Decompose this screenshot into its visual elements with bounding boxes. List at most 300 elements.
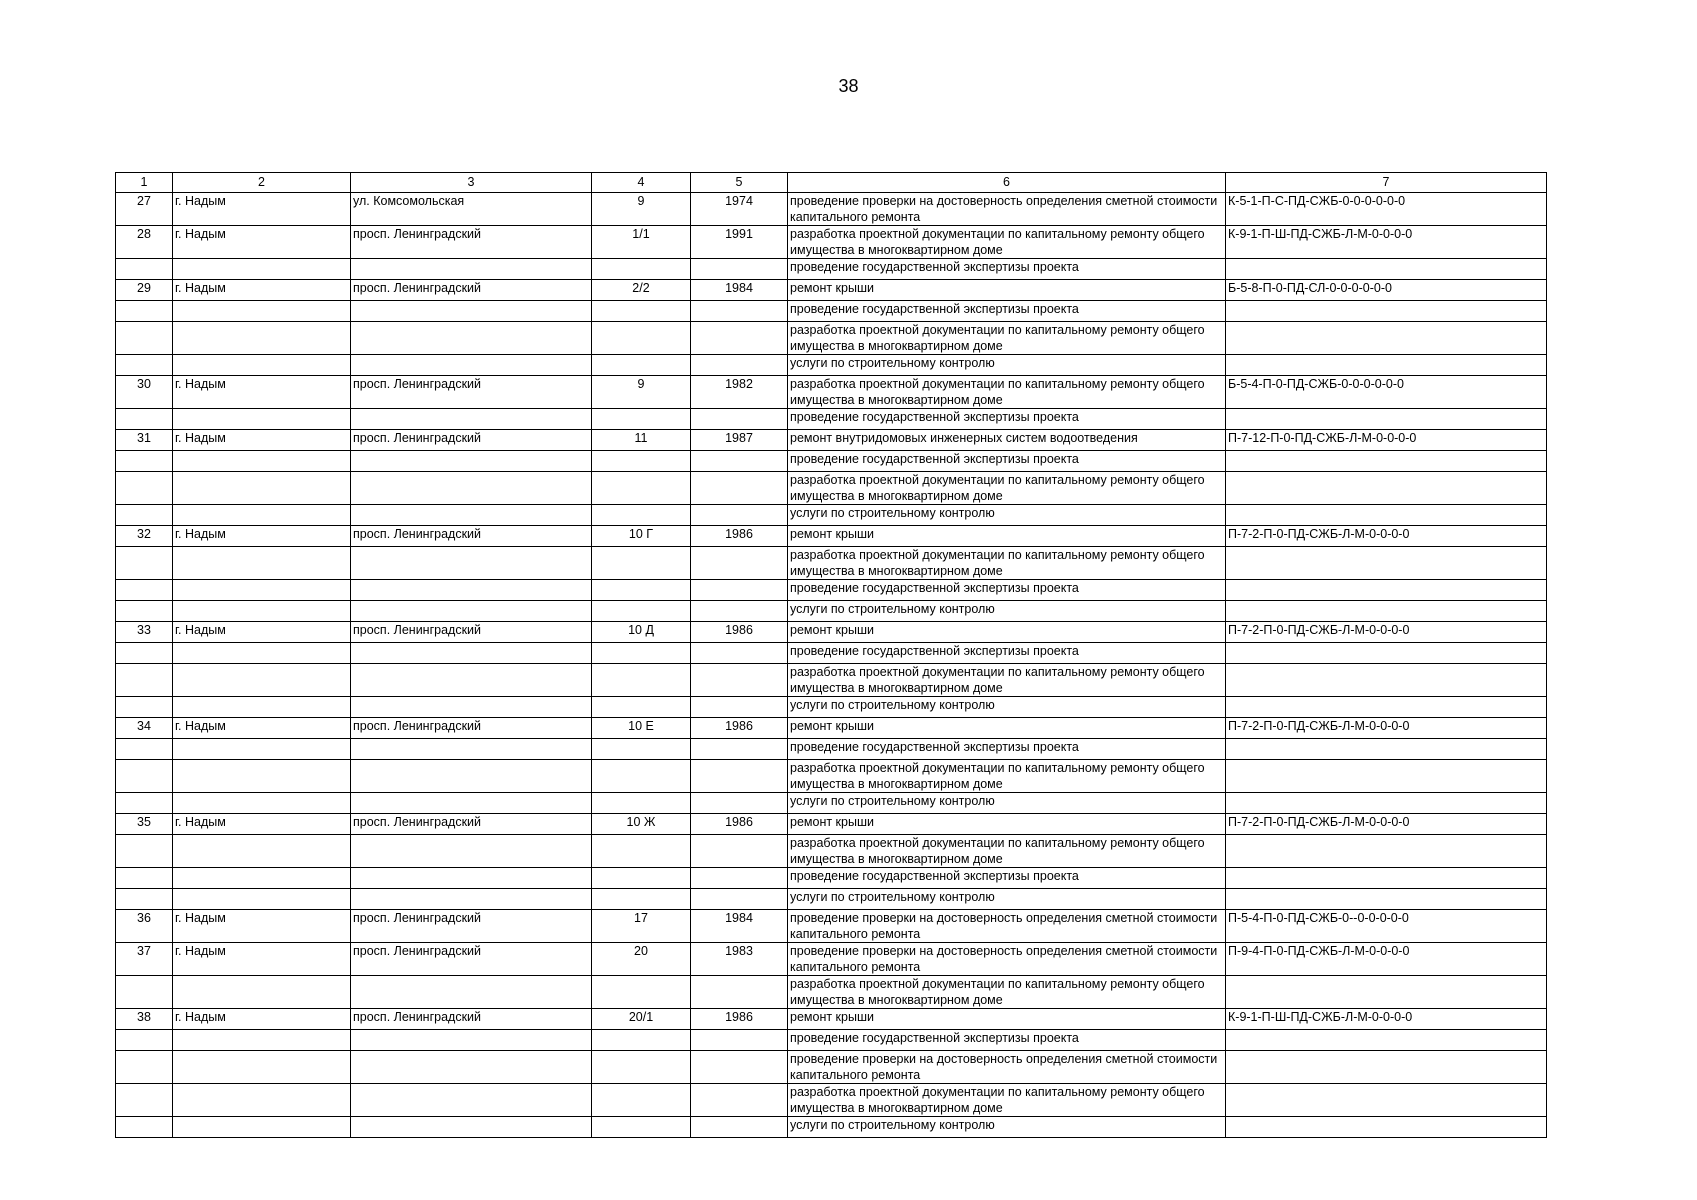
street-cell: просп. Ленинградский (351, 1009, 592, 1030)
row-number-cell (116, 643, 173, 664)
year-cell (691, 793, 788, 814)
row-number-cell: 35 (116, 814, 173, 835)
city-cell (173, 739, 351, 760)
work-type-cell: разработка проектной документации по капитальному ремонту общего имущества в многоквартирном доме (788, 835, 1226, 868)
work-type-cell: проведение государственной экспертизы проекта (788, 1030, 1226, 1051)
city-cell (173, 1030, 351, 1051)
code-cell (1226, 664, 1547, 697)
code-cell (1226, 1117, 1547, 1138)
code-cell: П-7-2-П-0-ПД-СЖБ-Л-М-0-0-0-0 (1226, 718, 1547, 739)
street-cell (351, 976, 592, 1009)
table-row (116, 643, 1547, 664)
house-number-cell: 9 (592, 193, 691, 226)
row-number-cell (116, 976, 173, 1009)
city-cell: г. Надым (173, 622, 351, 643)
work-type-cell: проведение государственной экспертизы проекта (788, 580, 1226, 601)
city-cell: г. Надым (173, 1009, 351, 1030)
street-cell: просп. Ленинградский (351, 814, 592, 835)
table-row (116, 976, 1547, 1009)
city-cell (173, 1051, 351, 1084)
code-cell (1226, 301, 1547, 322)
row-number-cell (116, 451, 173, 472)
house-number-cell (592, 1051, 691, 1084)
table-row (116, 580, 1547, 601)
row-number-cell: 28 (116, 226, 173, 259)
year-cell (691, 355, 788, 376)
table-row (116, 301, 1547, 322)
row-number-cell (116, 1051, 173, 1084)
house-number-cell (592, 322, 691, 355)
street-cell (351, 451, 592, 472)
code-cell (1226, 739, 1547, 760)
house-number-cell (592, 643, 691, 664)
house-number-cell (592, 976, 691, 1009)
code-cell (1226, 760, 1547, 793)
row-number-cell (116, 1117, 173, 1138)
house-number-cell: 20/1 (592, 1009, 691, 1030)
city-cell (173, 1117, 351, 1138)
city-cell (173, 976, 351, 1009)
year-cell (691, 472, 788, 505)
year-cell: 1986 (691, 526, 788, 547)
year-cell: 1987 (691, 430, 788, 451)
city-cell (173, 322, 351, 355)
column-header: 5 (691, 173, 788, 193)
table-row (116, 322, 1547, 355)
row-number-cell (116, 505, 173, 526)
street-cell: просп. Ленинградский (351, 622, 592, 643)
street-cell (351, 1117, 592, 1138)
year-cell: 1984 (691, 280, 788, 301)
work-type-cell: услуги по строительному контролю (788, 601, 1226, 622)
street-cell (351, 1084, 592, 1117)
table-row (116, 868, 1547, 889)
year-cell (691, 451, 788, 472)
table-row (116, 355, 1547, 376)
code-cell: П-9-4-П-0-ПД-СЖБ-Л-М-0-0-0-0 (1226, 943, 1547, 976)
table-row (116, 943, 1547, 976)
year-cell: 1986 (691, 718, 788, 739)
city-cell (173, 547, 351, 580)
row-number-cell (116, 259, 173, 280)
year-cell (691, 1030, 788, 1051)
code-cell: К-9-1-П-Ш-ПД-СЖБ-Л-М-0-0-0-0 (1226, 226, 1547, 259)
work-type-cell: проведение государственной экспертизы проекта (788, 259, 1226, 280)
year-cell (691, 868, 788, 889)
work-type-cell: разработка проектной документации по капитальному ремонту общего имущества в многоквартирном доме (788, 547, 1226, 580)
work-type-cell: услуги по строительному контролю (788, 1117, 1226, 1138)
city-cell (173, 793, 351, 814)
table-row (116, 910, 1547, 943)
year-cell (691, 835, 788, 868)
code-cell: П-5-4-П-0-ПД-СЖБ-0--0-0-0-0-0 (1226, 910, 1547, 943)
street-cell: просп. Ленинградский (351, 376, 592, 409)
street-cell: просп. Ленинградский (351, 718, 592, 739)
table-row (116, 601, 1547, 622)
row-number-cell: 27 (116, 193, 173, 226)
code-cell (1226, 601, 1547, 622)
year-cell: 1983 (691, 943, 788, 976)
row-number-cell: 38 (116, 1009, 173, 1030)
year-cell (691, 643, 788, 664)
code-cell (1226, 868, 1547, 889)
year-cell (691, 1117, 788, 1138)
street-cell (351, 664, 592, 697)
year-cell (691, 664, 788, 697)
row-number-cell: 36 (116, 910, 173, 943)
table-row (116, 472, 1547, 505)
work-type-cell: ремонт крыши (788, 622, 1226, 643)
street-cell: просп. Ленинградский (351, 280, 592, 301)
code-cell: П-7-2-П-0-ПД-СЖБ-Л-М-0-0-0-0 (1226, 526, 1547, 547)
house-number-cell: 11 (592, 430, 691, 451)
year-cell: 1986 (691, 814, 788, 835)
work-type-cell: разработка проектной документации по капитальному ремонту общего имущества в многоквартирном доме (788, 322, 1226, 355)
row-number-cell: 32 (116, 526, 173, 547)
table-row (116, 526, 1547, 547)
data-table (115, 172, 1547, 1138)
work-type-cell: проведение государственной экспертизы проекта (788, 409, 1226, 430)
code-cell: П-7-2-П-0-ПД-СЖБ-Л-М-0-0-0-0 (1226, 814, 1547, 835)
row-number-cell (116, 409, 173, 430)
row-number-cell (116, 355, 173, 376)
house-number-cell (592, 889, 691, 910)
page-number: 38 (838, 76, 859, 96)
table-row (116, 814, 1547, 835)
year-cell: 1984 (691, 910, 788, 943)
year-cell: 1986 (691, 622, 788, 643)
city-cell: г. Надым (173, 430, 351, 451)
year-cell (691, 1051, 788, 1084)
code-cell (1226, 580, 1547, 601)
row-number-cell: 31 (116, 430, 173, 451)
row-number-cell (116, 697, 173, 718)
street-cell (351, 547, 592, 580)
city-cell: г. Надым (173, 910, 351, 943)
work-type-cell: ремонт крыши (788, 718, 1226, 739)
work-type-cell: разработка проектной документации по капитальному ремонту общего имущества в многоквартирном доме (788, 376, 1226, 409)
house-number-cell (592, 355, 691, 376)
street-cell (351, 1030, 592, 1051)
table-row (116, 664, 1547, 697)
table-row (116, 1051, 1547, 1084)
code-cell (1226, 643, 1547, 664)
city-cell (173, 1084, 351, 1117)
house-number-cell (592, 664, 691, 697)
house-number-cell: 17 (592, 910, 691, 943)
city-cell (173, 835, 351, 868)
work-type-cell: проведение государственной экспертизы проекта (788, 451, 1226, 472)
street-cell (351, 868, 592, 889)
code-cell (1226, 697, 1547, 718)
table-row (116, 430, 1547, 451)
street-cell (351, 580, 592, 601)
code-cell: Б-5-4-П-0-ПД-СЖБ-0-0-0-0-0-0 (1226, 376, 1547, 409)
row-number-cell (116, 793, 173, 814)
table-row (116, 622, 1547, 643)
row-number-cell: 34 (116, 718, 173, 739)
house-number-cell (592, 868, 691, 889)
house-number-cell: 10 Г (592, 526, 691, 547)
house-number-cell (592, 697, 691, 718)
city-cell: г. Надым (173, 943, 351, 976)
house-number-cell: 10 Е (592, 718, 691, 739)
city-cell: г. Надым (173, 193, 351, 226)
year-cell: 1986 (691, 1009, 788, 1030)
code-cell (1226, 1030, 1547, 1051)
code-cell (1226, 1084, 1547, 1117)
code-cell: К-5-1-П-С-ПД-СЖБ-0-0-0-0-0-0 (1226, 193, 1547, 226)
street-cell: просп. Ленинградский (351, 430, 592, 451)
table-row (116, 760, 1547, 793)
city-cell: г. Надым (173, 226, 351, 259)
street-cell (351, 409, 592, 430)
house-number-cell: 9 (592, 376, 691, 409)
row-number-cell (116, 739, 173, 760)
city-cell (173, 451, 351, 472)
table-row (116, 793, 1547, 814)
row-number-cell (116, 547, 173, 580)
table-row (116, 889, 1547, 910)
row-number-cell: 30 (116, 376, 173, 409)
code-cell (1226, 451, 1547, 472)
year-cell (691, 580, 788, 601)
header-row (116, 173, 1547, 193)
house-number-cell: 10 Ж (592, 814, 691, 835)
year-cell (691, 1084, 788, 1117)
work-type-cell: проведение государственной экспертизы проекта (788, 868, 1226, 889)
work-type-cell: услуги по строительному контролю (788, 505, 1226, 526)
city-cell (173, 664, 351, 697)
table-row (116, 1117, 1547, 1138)
table-row (116, 718, 1547, 739)
house-number-cell (592, 472, 691, 505)
table-row (116, 259, 1547, 280)
year-cell: 1982 (691, 376, 788, 409)
year-cell (691, 322, 788, 355)
year-cell (691, 301, 788, 322)
code-cell (1226, 409, 1547, 430)
code-cell (1226, 889, 1547, 910)
work-type-cell: услуги по строительному контролю (788, 793, 1226, 814)
street-cell (351, 793, 592, 814)
year-cell: 1991 (691, 226, 788, 259)
code-cell (1226, 505, 1547, 526)
city-cell (173, 580, 351, 601)
street-cell (351, 259, 592, 280)
table-row (116, 451, 1547, 472)
city-cell (173, 259, 351, 280)
city-cell (173, 472, 351, 505)
row-number-cell (116, 301, 173, 322)
work-type-cell: ремонт крыши (788, 814, 1226, 835)
row-number-cell (116, 664, 173, 697)
row-number-cell (116, 760, 173, 793)
house-number-cell: 20 (592, 943, 691, 976)
house-number-cell (592, 1030, 691, 1051)
street-cell (351, 889, 592, 910)
year-cell (691, 505, 788, 526)
house-number-cell: 1/1 (592, 226, 691, 259)
city-cell: г. Надым (173, 376, 351, 409)
city-cell (173, 355, 351, 376)
city-cell (173, 868, 351, 889)
city-cell: г. Надым (173, 718, 351, 739)
year-cell (691, 976, 788, 1009)
work-type-cell: проведение проверки на достоверность определения сметной стоимости капитального ремонта (788, 1051, 1226, 1084)
street-cell (351, 697, 592, 718)
row-number-cell: 37 (116, 943, 173, 976)
code-cell: К-9-1-П-Ш-ПД-СЖБ-Л-М-0-0-0-0 (1226, 1009, 1547, 1030)
row-number-cell (116, 1084, 173, 1117)
table-body (116, 193, 1547, 1138)
column-header: 3 (351, 173, 592, 193)
table-row (116, 1030, 1547, 1051)
table-row (116, 409, 1547, 430)
code-cell (1226, 547, 1547, 580)
city-cell: г. Надым (173, 526, 351, 547)
city-cell (173, 697, 351, 718)
city-cell (173, 409, 351, 430)
street-cell: просп. Ленинградский (351, 943, 592, 976)
row-number-cell (116, 580, 173, 601)
work-type-cell: проведение проверки на достоверность определения сметной стоимости капитального ремонта (788, 910, 1226, 943)
work-type-cell: ремонт внутридомовых инженерных систем водоотведения (788, 430, 1226, 451)
code-cell (1226, 976, 1547, 1009)
column-header: 2 (173, 173, 351, 193)
work-type-cell: услуги по строительному контролю (788, 889, 1226, 910)
street-cell: ул. Комсомольская (351, 193, 592, 226)
code-cell (1226, 259, 1547, 280)
row-number-cell (116, 889, 173, 910)
house-number-cell: 2/2 (592, 280, 691, 301)
table-row (116, 697, 1547, 718)
year-cell (691, 547, 788, 580)
city-cell (173, 643, 351, 664)
table-row (116, 226, 1547, 259)
city-cell: г. Надым (173, 280, 351, 301)
work-type-cell: проведение государственной экспертизы проекта (788, 739, 1226, 760)
code-cell (1226, 793, 1547, 814)
column-header: 4 (592, 173, 691, 193)
code-cell: Б-5-8-П-0-ПД-СЛ-0-0-0-0-0-0 (1226, 280, 1547, 301)
house-number-cell (592, 1084, 691, 1117)
street-cell (351, 643, 592, 664)
year-cell (691, 409, 788, 430)
code-cell (1226, 835, 1547, 868)
house-number-cell: 10 Д (592, 622, 691, 643)
city-cell (173, 601, 351, 622)
work-type-cell: ремонт крыши (788, 280, 1226, 301)
street-cell: просп. Ленинградский (351, 226, 592, 259)
street-cell: просп. Ленинградский (351, 526, 592, 547)
row-number-cell (116, 868, 173, 889)
work-type-cell: услуги по строительному контролю (788, 355, 1226, 376)
column-header: 7 (1226, 173, 1547, 193)
house-number-cell (592, 301, 691, 322)
column-header: 1 (116, 173, 173, 193)
work-type-cell: разработка проектной документации по капитальному ремонту общего имущества в многоквартирном доме (788, 472, 1226, 505)
house-number-cell (592, 505, 691, 526)
row-number-cell (116, 1030, 173, 1051)
work-type-cell: разработка проектной документации по капитальному ремонту общего имущества в многоквартирном доме (788, 226, 1226, 259)
street-cell (351, 505, 592, 526)
code-cell: П-7-2-П-0-ПД-СЖБ-Л-М-0-0-0-0 (1226, 622, 1547, 643)
table-row (116, 193, 1547, 226)
code-cell (1226, 355, 1547, 376)
house-number-cell (592, 739, 691, 760)
work-type-cell: ремонт крыши (788, 526, 1226, 547)
row-number-cell (116, 601, 173, 622)
code-cell (1226, 472, 1547, 505)
table-row (116, 739, 1547, 760)
year-cell (691, 697, 788, 718)
work-type-cell: разработка проектной документации по капитальному ремонту общего имущества в многоквартирном доме (788, 1084, 1226, 1117)
table-row (116, 280, 1547, 301)
work-type-cell: проведение проверки на достоверность определения сметной стоимости капитального ремонта (788, 193, 1226, 226)
work-type-cell: разработка проектной документации по капитальному ремонту общего имущества в многоквартирном доме (788, 976, 1226, 1009)
code-cell (1226, 1051, 1547, 1084)
house-number-cell (592, 409, 691, 430)
street-cell (351, 760, 592, 793)
year-cell (691, 259, 788, 280)
table-row (116, 547, 1547, 580)
year-cell (691, 601, 788, 622)
street-cell (351, 322, 592, 355)
table-row (116, 835, 1547, 868)
house-number-cell (592, 835, 691, 868)
street-cell: просп. Ленинградский (351, 910, 592, 943)
code-cell (1226, 322, 1547, 355)
street-cell (351, 601, 592, 622)
street-cell (351, 835, 592, 868)
year-cell (691, 889, 788, 910)
house-number-cell (592, 601, 691, 622)
city-cell (173, 889, 351, 910)
row-number-cell: 29 (116, 280, 173, 301)
house-number-cell (592, 760, 691, 793)
house-number-cell (592, 547, 691, 580)
street-cell (351, 355, 592, 376)
house-number-cell (592, 793, 691, 814)
year-cell: 1974 (691, 193, 788, 226)
work-type-cell: ремонт крыши (788, 1009, 1226, 1030)
row-number-cell (116, 472, 173, 505)
work-type-cell: разработка проектной документации по капитальному ремонту общего имущества в многоквартирном доме (788, 760, 1226, 793)
city-cell (173, 760, 351, 793)
street-cell (351, 301, 592, 322)
table-row (116, 505, 1547, 526)
row-number-cell (116, 322, 173, 355)
house-number-cell (592, 1117, 691, 1138)
city-cell (173, 505, 351, 526)
street-cell (351, 1051, 592, 1084)
work-type-cell: разработка проектной документации по капитальному ремонту общего имущества в многоквартирном доме (788, 664, 1226, 697)
house-number-cell (592, 259, 691, 280)
row-number-cell (116, 835, 173, 868)
house-number-cell (592, 580, 691, 601)
table-row (116, 1084, 1547, 1117)
city-cell: г. Надым (173, 814, 351, 835)
column-header: 6 (788, 173, 1226, 193)
city-cell (173, 301, 351, 322)
work-type-cell: проведение государственной экспертизы проекта (788, 643, 1226, 664)
street-cell (351, 739, 592, 760)
table-row (116, 1009, 1547, 1030)
work-type-cell: проведение проверки на достоверность определения сметной стоимости капитального ремонта (788, 943, 1226, 976)
year-cell (691, 739, 788, 760)
code-cell: П-7-12-П-0-ПД-СЖБ-Л-М-0-0-0-0 (1226, 430, 1547, 451)
